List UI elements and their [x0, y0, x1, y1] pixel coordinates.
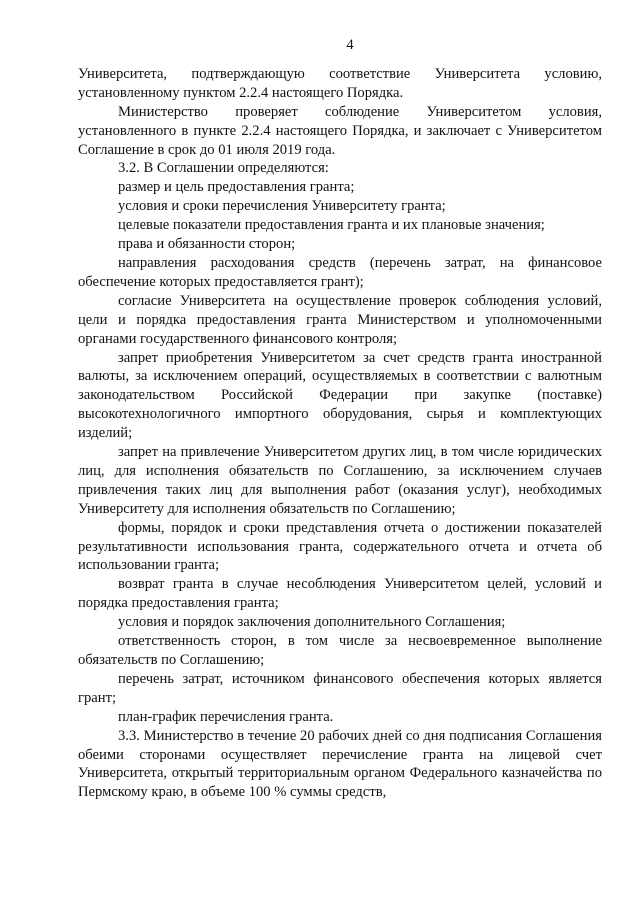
paragraph: размер и цель предоставления гранта;: [118, 179, 355, 196]
paragraph: запрет приобретения Университетом за счет средств гранта иностранной валюты, за исключением операций, осуществляемых в соответствии с валютным законодательством Российской Федерации при закупке (поставке) высокотехнологичного импортного оборудования, сырья и комплектующих изделий;: [78, 349, 602, 442]
paragraph: Министерство проверяет соблюдение Университетом условия, установленного в пункте 2.2.4 настоящего Порядка, и заключает с Университетом Соглашение в срок до 01 июля 2019 года.: [78, 103, 602, 158]
paragraph: запрет на привлечение Университетом других лиц, в том числе юридических лиц, для исполнения обязательств по Соглашению, за исключением случаев привлечения таких лиц для выполнения работ (оказания услуг), необходимых Университету для исполнения обязательств по Соглашению;: [78, 444, 602, 517]
paragraph: целевые показатели предоставления гранта и их плановые значения;: [118, 217, 545, 234]
paragraph: возврат гранта в случае несоблюдения Университетом целей, условий и порядка предоставления гранта;: [78, 576, 602, 612]
paragraph: права и обязанности сторон;: [118, 236, 296, 253]
paragraph: ответственность сторон, в том числе за несвоевременное выполнение обязательств по Соглашению;: [78, 633, 602, 668]
paragraph: план-график перечисления гранта.: [118, 708, 334, 725]
paragraph: 3.3. Министерство в течение 20 рабочих дней со дня подписания Соглашения обеими сторонами осуществляет перечисление гранта на лицевой счет Университета, открытый территориальным органом Федерального казначейства по Пермскому краю, в объеме 100 % суммы средств,: [78, 727, 602, 801]
paragraph: согласие Университета на осуществление проверок соблюдения условий, цели и порядка предоставления гранта Министерством и уполномоченными органами государственного финансового контроля;: [78, 292, 602, 347]
paragraph: Университета, подтверждающую соответствие Университета условию, установленному пунктом 2.2.4 настоящего Порядка.: [78, 65, 602, 101]
paragraph: перечень затрат, источником финансового обеспечения которых является грант;: [78, 670, 602, 706]
paragraph: условия и порядок заключения дополнительного Соглашения;: [118, 614, 506, 631]
paragraph: 3.2. В Соглашении определяются:: [118, 160, 329, 177]
document-body: [78, 65, 602, 802]
paragraph: формы, порядок и сроки представления отчета о достижении показателей результативности использования гранта, содержательного отчета и отчета об использовании гранта;: [78, 519, 602, 574]
page-number: 4: [346, 37, 354, 53]
paragraph: условия и сроки перечисления Университету гранта;: [118, 198, 446, 215]
paragraph: направления расходования средств (перечень затрат, на финансовое обеспечение которых предоставляется грант);: [78, 254, 602, 290]
